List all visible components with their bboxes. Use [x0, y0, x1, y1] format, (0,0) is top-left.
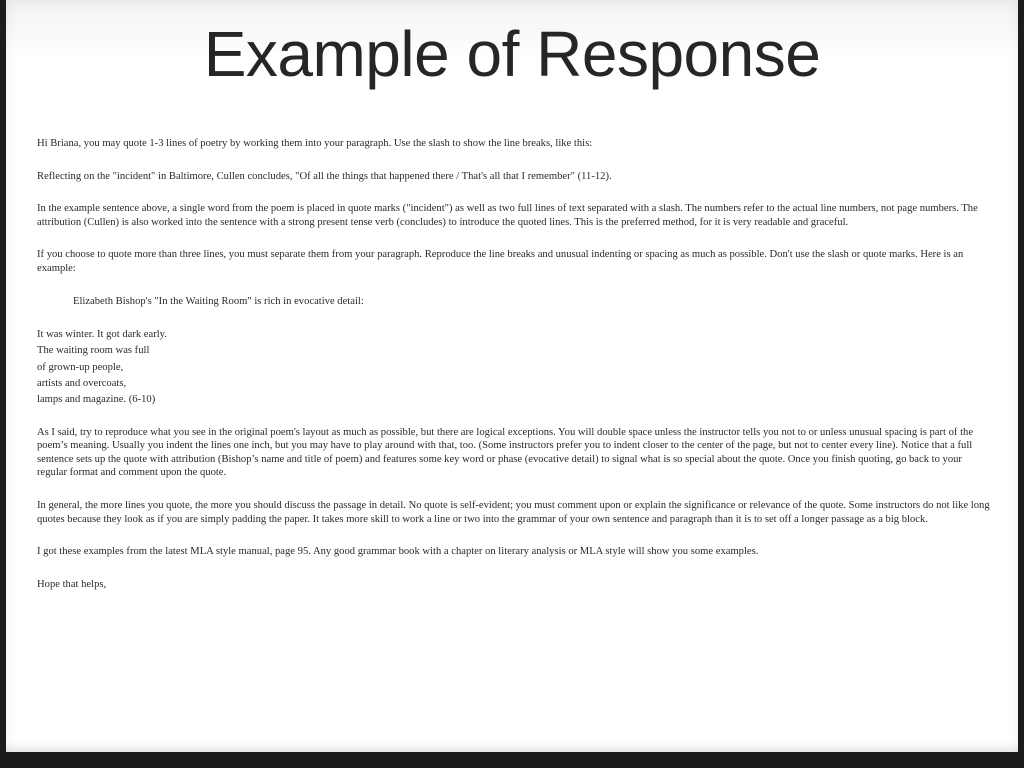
slide-body: [37, 137, 992, 610]
poem-line: It was winter. It got dark early.: [37, 329, 167, 341]
paragraph-explanation: In the example sentence above, a single word from the poem is placed in quote marks ("incident") as well as two full lines of text separated with a slash. The numbers refer to the actual line numbers, not page numbers. The attribution (Cullen) is also worked into the sentence with a strong present tense verb (concludes) to introduce the quoted lines. This is the preferred method, for it is very readable and graceful.: [37, 203, 978, 228]
paragraph-long-quote-instructions: If you choose to quote more than three lines, you must separate them from your paragraph. Reproduce the line breaks and unusual indenting or spacing as much as possible. Don't use the slash or quote marks. Here is an example:: [37, 249, 964, 274]
paragraph-example-sentence: Reflecting on the "incident" in Baltimore, Cullen concludes, "Of all the things that happened there / That's all that I remember" (11-12).: [37, 170, 612, 182]
paragraph-greeting: Hi Briana, you may quote 1-3 lines of poetry by working them into your paragraph. Use the slash to show the line breaks, like this:: [37, 138, 593, 149]
poem-line: of grown-up people,: [37, 361, 124, 373]
paragraph-discussion-advice: In general, the more lines you quote, the more you should discuss the passage in detail. No quote is self-evident; you must comment upon or explain the significance or relevance of the quote. Some instructors do not like long quotes because they look as if you are simply padding the paper. It takes more skill to work a line or two into the grammar of your own sentence and paragraph than it is to set off a longer passage as a big block.: [37, 500, 990, 525]
paragraph-source: I got these examples from the latest MLA style manual, page 95. Any good grammar book with a chapter on literary analysis or MLA style will show you some examples.: [37, 546, 759, 558]
slide: [6, 0, 1018, 752]
block-quote-intro: Elizabeth Bishop's "In the Waiting Room" is rich in evocative detail:: [73, 295, 364, 307]
poem-line: The waiting room was full: [37, 345, 150, 357]
poem-line: artists and overcoats,: [37, 378, 127, 390]
slide-title: Example of Response: [203, 18, 821, 90]
poem-line: lamps and magazine. (6-10): [37, 394, 156, 406]
paragraph-signoff: Hope that helps,: [37, 578, 107, 590]
block-quote-poem: [37, 327, 992, 408]
paragraph-layout-advice: As I said, try to reproduce what you see in the original poem's layout as much as possible, but there are logical exceptions. You will double space unless the instructor tells you not to or unless unusual spacing is part of the poem’s meaning. Usually you indent the lines one inch, but you may have to play around with that, too. (Some instructors prefer you to indent closer to the center of the page, but not to center every line). Notice that a full sentence sets up the quote with attribution (Bishop’s name and title of poem) and features some key word or phase (evocative detail) to signal what is so special about the quote. Once you finish quoting, go back to your regular format and comment upon the quote.: [37, 426, 974, 479]
slide-bottom-edge: [6, 742, 1018, 752]
